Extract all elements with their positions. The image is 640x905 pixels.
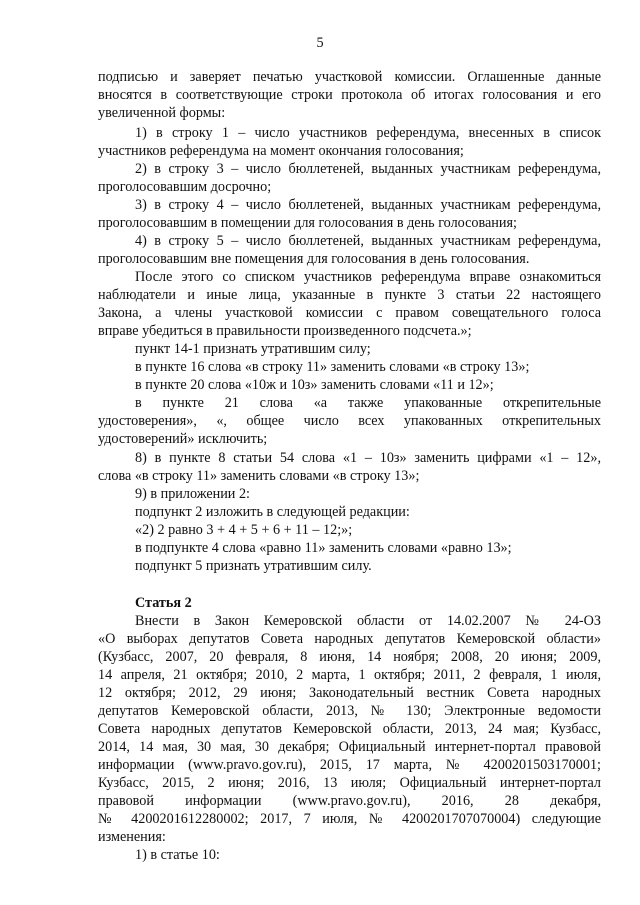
text-line: подпункт 5 признать утратившим силу. (135, 558, 372, 574)
text-line: пункт 14-1 признать утратившим силу; (135, 341, 371, 357)
text-line: удостоверений» исключить; (98, 431, 268, 447)
text-line: «2) 2 равно 3 + 4 + 5 + 6 + 11 – 12;»; (135, 522, 353, 538)
text-line: 14 апреля, 21 октября; 2010, 2 марта, 1 октября; 2011, 2 февраля, 1 июля, (98, 667, 601, 683)
text-line: удостоверения», «, общее число всех упакованных открепительных (98, 413, 601, 429)
page-number: 5 (316, 35, 324, 51)
text-line: правовой информации (www.pravo.gov.ru), 2016, 28 декабря, (98, 793, 601, 809)
text-line: слова «в строку 11» заменить словами «в строку 13»; (98, 468, 420, 484)
text-line: 9) в приложении 2: (135, 486, 250, 502)
text-line: в пункте 20 слова «10ж и 10з» заменить словами «11 и 12»; (135, 377, 494, 393)
text-line: наблюдатели и иные лица, указанные в пункте 3 статьи 22 настоящего (98, 287, 601, 303)
text-line: После этого со списком участников референдума вправе ознакомиться (135, 269, 601, 285)
text-line: вносятся в соответствующие строки протокола об итогах голосования и его (98, 87, 601, 103)
text-line: проголосовавшим вне помещения для голосования в день голосования. (98, 251, 530, 267)
text-line: «О выборах депутатов Совета народных депутатов Кемеровской области» (98, 631, 601, 647)
text-line: 12 октября; 2012, 29 июня; Законодательный вестник Совета народных (98, 685, 601, 701)
text-line: участников референдума на момент окончания голосования; (98, 143, 464, 159)
text-line: Закона, а члены участковой комиссии с правом совещательного голоса (98, 305, 601, 321)
text-line: 2014, 14 мая, 30 мая, 30 декабря; Официальный интернет-портал правовой (98, 739, 601, 755)
text-line: информации (www.pravo.gov.ru), 2015, 17 марта, № 4200201503170001; (98, 757, 601, 773)
text-line: 4) в строку 5 – число бюллетеней, выданных участникам референдума, (135, 233, 601, 249)
text-line: депутатов Кемеровской области, 2013, № 130; Электронные ведомости (98, 703, 601, 719)
text-line: в пункте 16 слова «в строку 11» заменить словами «в строку 13»; (135, 359, 530, 375)
text-line: изменения: (98, 829, 166, 845)
text-line: в подпункте 4 слова «равно 11» заменить словами «равно 13»; (135, 540, 512, 556)
text-line: Внести в Закон Кемеровской области от 14.02.2007 № 24-ОЗ (135, 613, 601, 629)
text-line: подпункт 2 изложить в следующей редакции: (135, 504, 410, 520)
text-line: (Кузбасс, 2007, 20 февраля, 8 июня, 14 ноября; 2008, 20 июня; 2009, (98, 649, 601, 665)
text-line: вправе убедиться в правильности произведенного подсчета.»; (98, 323, 472, 339)
text-line: № 4200201612280002; 2017, 7 июля, № 4200201707070004) следующие (98, 811, 601, 827)
text-line: 3) в строку 4 – число бюллетеней, выданных участникам референдума, (135, 197, 601, 213)
text-line: проголосовавшим в помещении для голосования в день голосования; (98, 215, 517, 231)
text-line: в пункте 21 слова «а также упакованные открепительные (135, 395, 601, 411)
text-line: 8) в пункте 8 статьи 54 слова «1 – 10з» заменить цифрами «1 – 12», (135, 450, 601, 466)
text-line: Совета народных депутатов Кемеровской области, 2013, 24 мая; Кузбасс, (98, 721, 601, 737)
text-line: 1) в строку 1 – число участников референдума, внесенных в список (135, 125, 601, 141)
text-line: 1) в статье 10: (135, 847, 220, 863)
text-line: увеличенной формы: (98, 105, 226, 121)
text-line: 2) в строку 3 – число бюллетеней, выданных участникам референдума, (135, 161, 601, 177)
text-line: проголосовавшим досрочно; (98, 179, 272, 195)
text-line: Кузбасс, 2015, 2 июня; 2016, 13 июля; Официальный интернет-портал (98, 775, 601, 791)
text-line: подписью и заверяет печатью участковой комиссии. Оглашенные данные (98, 69, 601, 85)
article-heading: Статья 2 (135, 595, 192, 611)
